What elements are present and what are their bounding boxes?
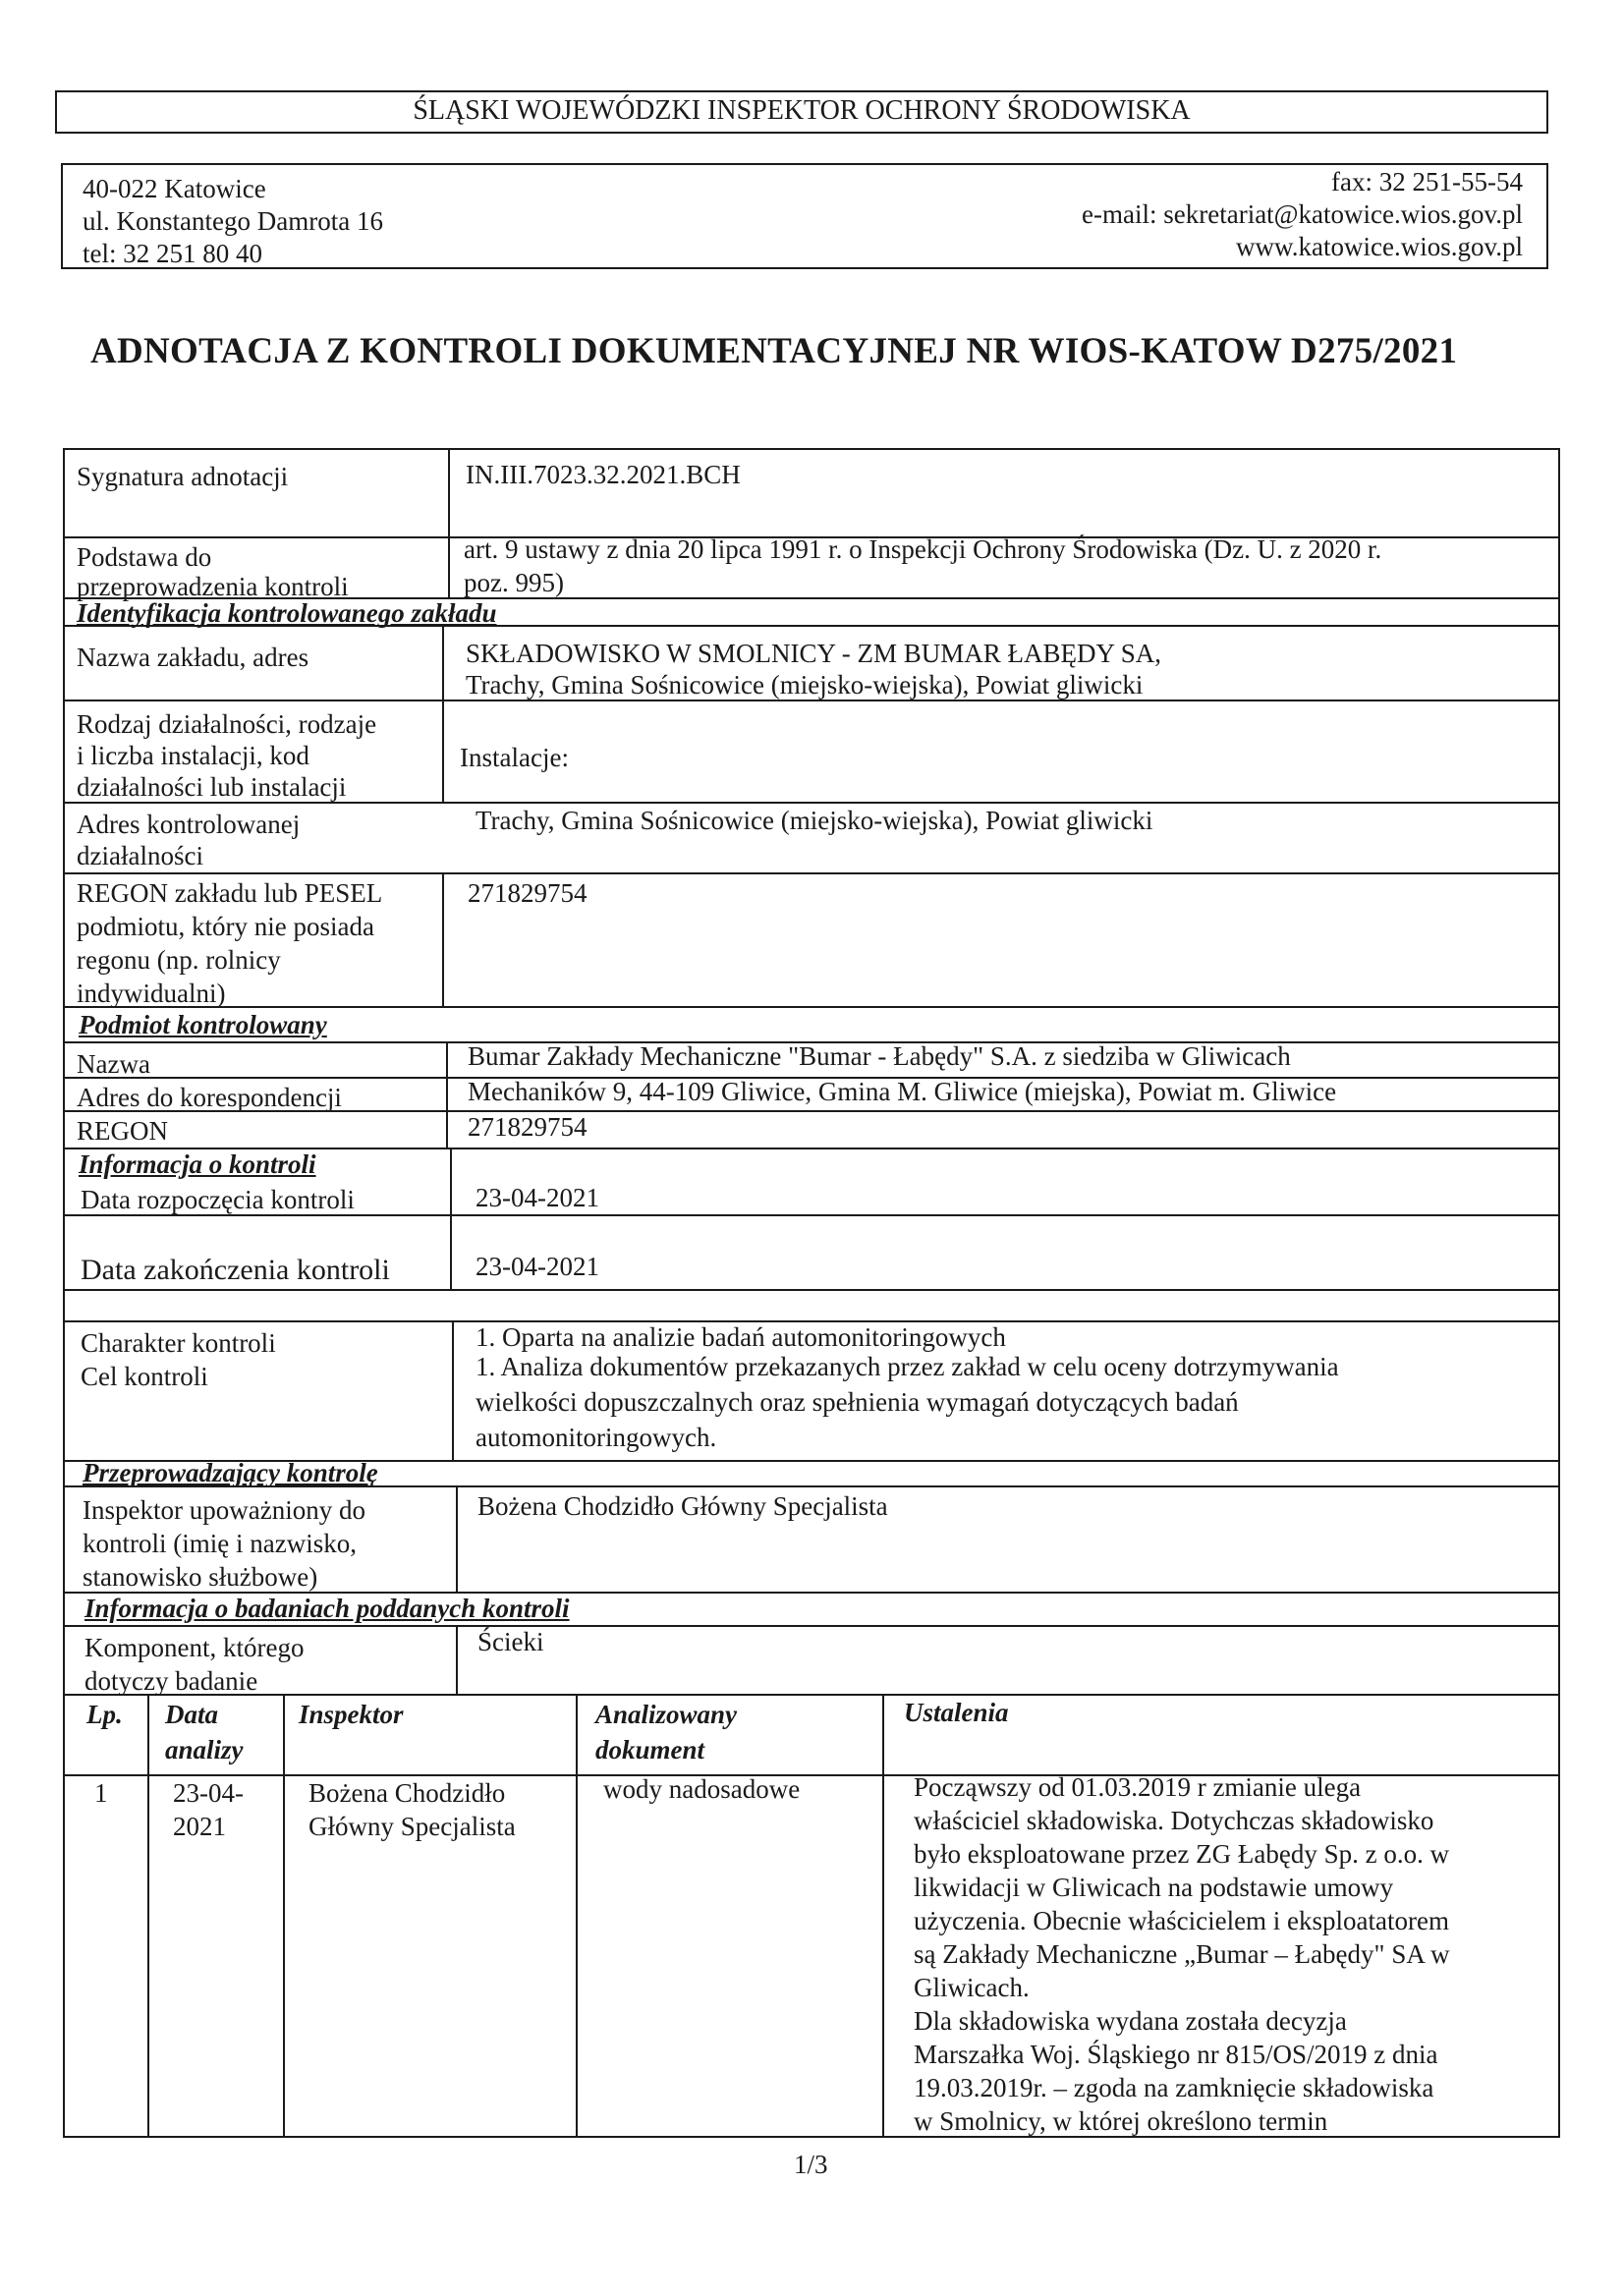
website-address: www.katowice.wios.gov.pl xyxy=(1236,232,1523,261)
row1-inspector-2: Główny Specjalista xyxy=(308,1812,516,1841)
email-address: e-mail: sekretariat@katowice.wios.gov.pl xyxy=(1082,199,1523,229)
inspector-value: Bożena Chodzidło Główny Specjalista xyxy=(477,1491,888,1521)
page-number: 1/3 xyxy=(794,2150,828,2179)
regon-facility-label-1: REGON zakładu lub PESEL xyxy=(77,878,383,908)
findings-line: Dla składowiska wydana została decyzja xyxy=(914,2006,1347,2036)
inspector-label-3: stanowisko służbowe) xyxy=(83,1562,318,1592)
row1-date-1: 23-04- xyxy=(173,1778,244,1808)
activity-address-label-2: działalności xyxy=(77,841,203,870)
end-date-value: 23-04-2021 xyxy=(476,1252,599,1281)
inspection-goal-label: Cel kontroli xyxy=(81,1362,208,1391)
activity-type-label-1: Rodzaj działalności, rodzaje xyxy=(77,709,377,739)
address-line-2: ul. Konstantego Damrota 16 xyxy=(83,206,383,236)
findings-line: 19.03.2019r. – zgoda na zamknięcie składowiska xyxy=(914,2073,1434,2102)
fax-number: fax: 32 251-55-54 xyxy=(1331,167,1523,196)
activity-type-label-3: działalności lub instalacji xyxy=(77,772,347,802)
component-label-2: dotyczy badanie xyxy=(84,1666,258,1696)
section-controlled-entity: Podmiot kontrolowany xyxy=(79,1010,327,1039)
entity-regon-value: 271829754 xyxy=(468,1112,588,1142)
col-header-document-2: dokument xyxy=(595,1735,705,1764)
findings-line: użyczenia. Obecnie właścicielem i eksploatatorem xyxy=(914,1906,1449,1935)
component-value: Ścieki xyxy=(477,1627,544,1656)
address-line-1: 40-022 Katowice xyxy=(83,174,266,203)
col-header-document-1: Analizowany xyxy=(595,1700,738,1729)
inspection-goal-value-3: automonitoringowych. xyxy=(476,1423,717,1452)
entity-address-label: Adres do korespondencji xyxy=(77,1083,342,1112)
section-facility-identification: Identyfikacja kontrolowanego zakładu xyxy=(77,598,497,628)
findings-line: było eksploatowane przez ZG Łabędy Sp. z o.o. w xyxy=(914,1839,1450,1869)
component-label-1: Komponent, którego xyxy=(84,1633,305,1662)
inspection-type-value: 1. Oparta na analizie badań automonitoringowych xyxy=(476,1322,1006,1352)
col-header-date-1: Data xyxy=(165,1700,218,1729)
activity-address-label-1: Adres kontrolowanej xyxy=(77,810,301,839)
findings-line: Marszałka Woj. Śląskiego nr 815/OS/2019 z dnia xyxy=(914,2040,1438,2069)
inspection-goal-value-1: 1. Analiza dokumentów przekazanych przez zakład w celu oceny dotrzymywania xyxy=(476,1352,1339,1381)
activity-address-value: Trachy, Gmina Sośnicowice (miejsko-wiejska), Powiat gliwicki xyxy=(476,806,1153,835)
col-header-findings: Ustalenia xyxy=(904,1698,1009,1727)
legal-basis-value-1: art. 9 ustawy z dnia 20 lipca 1991 r. o Inspekcji Ochrony Środowiska (Dz. U. z 2020 r. xyxy=(464,534,1382,564)
start-date-value: 23-04-2021 xyxy=(476,1183,599,1212)
regon-facility-label-2: podmiotu, który nie posiada xyxy=(77,912,374,941)
row1-document: wody nadosadowe xyxy=(603,1774,801,1804)
regon-facility-label-4: indywidualni) xyxy=(77,979,226,1008)
findings-line: Gliwicach. xyxy=(914,1973,1030,2002)
entity-name-value: Bumar Zakłady Mechaniczne "Bumar - Łabędy" S.A. z siedziba w Gliwicach xyxy=(468,1041,1291,1071)
installations-value: Instalacje: xyxy=(460,743,569,772)
regon-facility-label-3: regonu (np. rolnicy xyxy=(77,945,281,975)
inspector-label-1: Inspektor upoważniony do xyxy=(83,1495,365,1525)
entity-name-label: Nazwa xyxy=(77,1049,150,1079)
end-date-label: Data zakończenia kontroli xyxy=(81,1254,390,1286)
col-header-inspector: Inspektor xyxy=(299,1700,404,1729)
row1-inspector-1: Bożena Chodzidło xyxy=(308,1778,506,1808)
col-header-lp: Lp. xyxy=(86,1700,123,1729)
start-date-label: Data rozpoczęcia kontroli xyxy=(81,1185,355,1214)
findings-line: Począwszy od 01.03.2019 r zmianie ulega xyxy=(914,1772,1362,1802)
signature-value: IN.III.7023.32.2021.BCH xyxy=(466,460,741,489)
entity-regon-label: REGON xyxy=(77,1116,168,1146)
row1-lp: 1 xyxy=(94,1778,108,1808)
activity-type-label-2: i liczba instalacji, kod xyxy=(77,741,309,770)
inspection-goal-value-2: wielkości dopuszczalnych oraz spełnienia wymagań dotyczących badań xyxy=(476,1387,1239,1417)
facility-name-value: SKŁADOWISKO W SMOLNICY - ZM BUMAR ŁABĘDY SA, xyxy=(466,639,1162,668)
authority-name: ŚLĄSKI WOJEWÓDZKI INSPEKTOR OCHRONY ŚRODOWISKA xyxy=(413,95,1191,126)
col-header-date-2: analizy xyxy=(165,1735,244,1764)
section-examined-research: Informacja o badaniach poddanych kontroli xyxy=(84,1594,570,1623)
findings-line: są Zakłady Mechaniczne „Bumar – Łabędy" SA w xyxy=(914,1939,1450,1969)
address-line-3: tel: 32 251 80 40 xyxy=(83,239,262,268)
section-conducting-inspector: Przeprowadzający kontrolę xyxy=(83,1458,378,1487)
facility-address-value: Trachy, Gmina Sośnicowice (miejsko-wiejska), Powiat gliwicki xyxy=(466,670,1144,700)
signature-label: Sygnatura adnotacji xyxy=(77,462,289,491)
regon-facility-value: 271829754 xyxy=(468,878,588,908)
facility-name-label: Nazwa zakładu, adres xyxy=(77,643,309,672)
legal-basis-label-2: przeprowadzenia kontroli xyxy=(77,572,349,601)
entity-address-value: Mechaników 9, 44-109 Gliwice, Gmina M. Gliwice (miejska), Powiat m. Gliwice xyxy=(468,1077,1337,1106)
row1-date-2: 2021 xyxy=(173,1812,226,1841)
section-inspection-info: Informacja o kontroli xyxy=(79,1149,316,1179)
findings-line: w Smolnicy, w której określono termin xyxy=(914,2106,1328,2136)
legal-basis-label-1: Podstawa do xyxy=(77,542,212,572)
legal-basis-value-2: poz. 995) xyxy=(464,568,564,597)
inspector-label-2: kontroli (imię i nazwisko, xyxy=(83,1529,357,1558)
findings-line: właściciel składowiska. Dotychczas składowisko xyxy=(914,1806,1434,1835)
findings-line: likwidacji w Gliwicach na podstawie umowy xyxy=(914,1873,1394,1902)
document-title: ADNOTACJA Z KONTROLI DOKUMENTACYJNEJ NR WIOS-KATOW D275/2021 xyxy=(90,331,1458,371)
inspection-type-label: Charakter kontroli xyxy=(81,1328,276,1358)
